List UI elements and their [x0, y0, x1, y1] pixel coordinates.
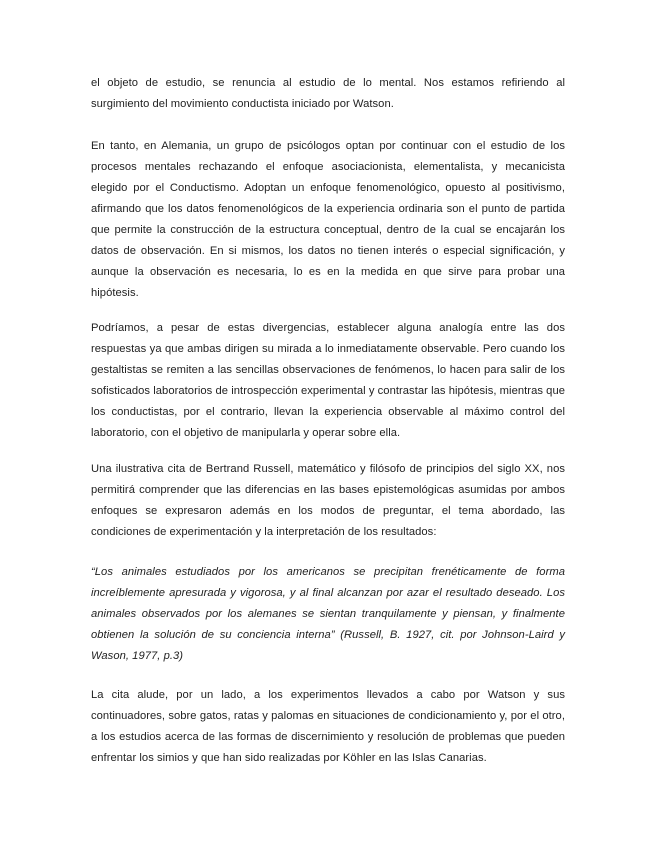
block-quote — [91, 562, 565, 667]
paragraph-german-gestalt: En tanto, en Alemania, un grupo de psicólogos optan por continuar con el estudio de los procesos mentales rechazando el enfoque asociacionista, elementalista, y mecanicista elegido por el Conductismo. Adoptan un enfoque fenomenológico, opuesto al positivismo, afirmando que los datos fenomenológicos de la experiencia ordinaria son el punto de partida que permite la construcción de la estructura conceptual, dentro de la cual se encajarán los datos de observación. En si mismos, los datos no tienen interés o especial significación, y aunque la observación es necesaria, lo es en la medida en que sirve para probar una hipótesis. — [91, 140, 565, 299]
paragraph-analogy: Podríamos, a pesar de estas divergencias, establecer alguna analogía entre las dos respuestas ya que ambas dirigen su mirada a lo inmediatamente observable. Pero cuando los gestaltistas se remiten a las sencillas observaciones de fenómenos, lo hacen para salir de los sofisticados laboratorios de introspección experimental y contrastar las hipótesis, mientras que los conductistas, por el contrario, llevan la experiencia observable al máximo control del laboratorio, con el objetivo de manipularla y operar sobre ella. — [91, 322, 565, 439]
quote-citation: (Russell, B. 1927, cit. por Johnson-Laird y Wason, 1977, p.3) — [91, 629, 566, 662]
quote-text: “Los animales estudiados por los americanos se precipitan frenéticamente de forma increíblemente apresurada y vigorosa, y al final alcanzan por azar el resultado deseado. Los animales observados por los alemanes se sientan tranquilamente y piensan, y finalmente obtienen la solución de su conciencia interna” — [91, 566, 565, 641]
paragraph-russell-intro: Una ilustrativa cita de Bertrand Russell, matemático y filósofo de principios del siglo XX, nos permitirá comprender que las diferencias en las bases epistemológicas asumidas por ambos enfoques se expresaron además en los modos de preguntar, el tema abordado, las condiciones de experimentación y la interpretación de los resultados: — [91, 463, 565, 538]
paragraph-behaviorism-intro: el objeto de estudio, se renuncia al estudio de lo mental. Nos estamos refiriendo al surgimiento del movimiento conductista iniciado por Watson. — [91, 77, 565, 110]
paragraph-closing: La cita alude, por un lado, a los experimentos llevados a cabo por Watson y sus continuadores, sobre gatos, ratas y palomas en situaciones de condicionamiento y, por el otro, a los estudios acerca de las formas de discernimiento y resolución de problemas que pueden enfrentar los simios y que han sido realizadas por Köhler en las Islas Canarias. — [91, 689, 565, 764]
